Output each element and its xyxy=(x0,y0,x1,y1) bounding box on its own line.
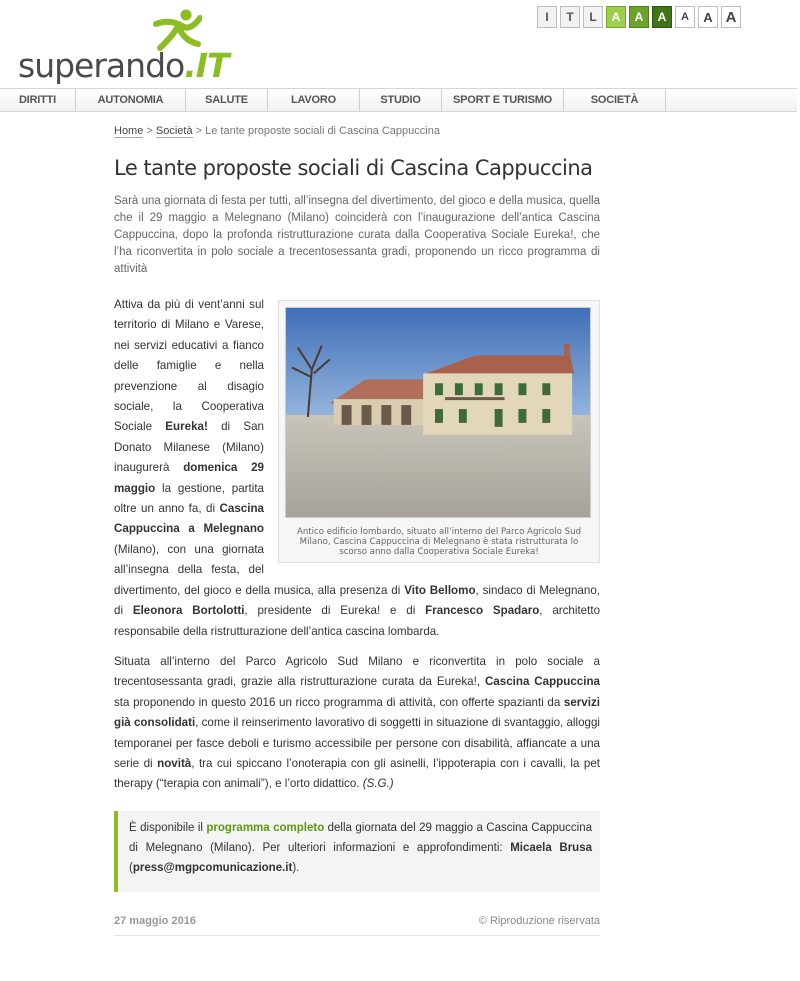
nav-item-autonomia[interactable]: AUTONOMIA xyxy=(76,89,186,111)
nav-item-diritti[interactable]: DIRITTI xyxy=(0,89,76,111)
font-size-small-button[interactable]: A xyxy=(675,6,695,28)
article-paragraph-2: Situata all’interno del Parco Agricolo Sud Milano e riconvertita in polo sociale a trecentosessanta gradi, grazie alla ristrutturazione curata da Eureka!, Cascina Cappuccina sta proponendo in questo 2016 un ricco programma di attività, con offerte spazianti da servizi già consolidati, come il reinserimento lavorativo di soggetti in situazione di svantaggio, alloggi temporanei per fasce deboli e turismo accessibile per persone con disabilità, affiancate a una serie di novità, tra cui spiccano l’onoterapia con gli asinelli, l’ippoterapia con i cavalli, la pet therapy (“terapia con animali”), e l’orto didattico. (S.G.) xyxy=(114,654,600,791)
article-title: Le tante proposte sociali di Cascina Cappuccina xyxy=(114,156,593,180)
breadcrumb-separator: > xyxy=(143,125,156,137)
breadcrumb-section[interactable]: Società xyxy=(155,125,193,137)
article-container xyxy=(114,112,600,936)
nav-item-studio[interactable]: STUDIO xyxy=(360,89,442,111)
cascina-photo[interactable] xyxy=(285,307,591,518)
nav-item-sport-turismo[interactable]: SPORT E TURISMO xyxy=(442,89,564,111)
article-body xyxy=(114,295,600,795)
photo-caption: Antico edificio lombardo, situato all’interno del Parco Agricolo Sud Milano, Cascina Cappuccina di Melegnano è stata ristrutturata lo scorso anno dalla Cooperativa Sociale Eureka! xyxy=(296,527,582,557)
contrast-button-3[interactable]: A xyxy=(652,6,672,28)
info-box: È disponibile il programma completo della giornata del 29 maggio a Cascina Cappuccina di Melegnano (Milano). Per ulteriori informazioni e approfondimenti: Micaela Brusa (press@mgpcomunicazione.it). xyxy=(114,811,600,892)
nav-item-lavoro[interactable]: LAVORO xyxy=(268,89,360,111)
site-logo[interactable] xyxy=(18,8,229,85)
publish-date: 27 maggio 2016 xyxy=(114,915,196,928)
accessibility-button-t[interactable]: T xyxy=(560,6,580,28)
accessibility-button-l[interactable]: L xyxy=(583,6,603,28)
contrast-button-2[interactable]: A xyxy=(629,6,649,28)
font-size-medium-button[interactable]: A xyxy=(698,6,718,28)
breadcrumb-separator: > xyxy=(192,125,206,137)
site-header xyxy=(0,0,800,88)
program-link[interactable]: programma completo xyxy=(206,821,325,834)
copyright-notice: © Riproduzione riservata xyxy=(478,915,600,928)
breadcrumb-current: Le tante proposte sociali di Cascina Cappuccina xyxy=(205,125,440,137)
accessibility-toolbar xyxy=(537,6,741,28)
article-figure xyxy=(278,300,600,563)
nav-item-salute[interactable]: SALUTE xyxy=(186,89,268,111)
article-lead: Sarà una giornata di festa per tutti, all’insegna del divertimento, del gioco e della musica, quella che il 29 maggio a Melegnano (Milano) coinciderà con l’inaugurazione dell’antica Cascina Cappuccina, dopo la profonda ristrutturazione curata dalla Cooperativa Sociale Eureka!, che l’ha riconvertita in polo sociale a trecentosessanta gradi, proponendo un ricco programma di attività xyxy=(114,195,600,275)
press-email[interactable]: press@mgpcomunicazione.it xyxy=(132,861,293,874)
nav-item-societa[interactable]: SOCIETÀ xyxy=(564,89,666,111)
main-nav xyxy=(0,88,797,112)
article-footer xyxy=(114,908,600,936)
accessibility-button-i[interactable]: I xyxy=(537,6,557,28)
font-size-large-button[interactable]: A xyxy=(721,6,741,28)
contrast-button-1[interactable]: A xyxy=(606,6,626,28)
breadcrumb-home[interactable]: Home xyxy=(114,125,144,137)
author-signature: (S.G.) xyxy=(362,777,394,791)
breadcrumb xyxy=(114,125,600,137)
article-paragraph-1: Attiva da più di vent’anni sul territorio di Milano e Varese, nei servizi educativi a fianco delle famiglie e nella prevenzione al disagio sociale, la Cooperativa Sociale Eureka! di San Donato Milanese (Milano) inaugurerà domenica 29 maggio la gestione, partita oltre un anno fa, di Cascina Cappuccina a Melegnano (Milano), con una giornata all’insegna della festa, del divertimento, del gioco e della musica, alla presenza di Vito Bellomo, sindaco di Melegnano, di Eleonora Bortolotti, presidente di Eureka! e di Francesco Spadaro, architetto responsabile della ristrutturazione dell’antica cascina lombarda. xyxy=(114,298,601,638)
logo-wordmark: superando.IT xyxy=(18,46,229,85)
